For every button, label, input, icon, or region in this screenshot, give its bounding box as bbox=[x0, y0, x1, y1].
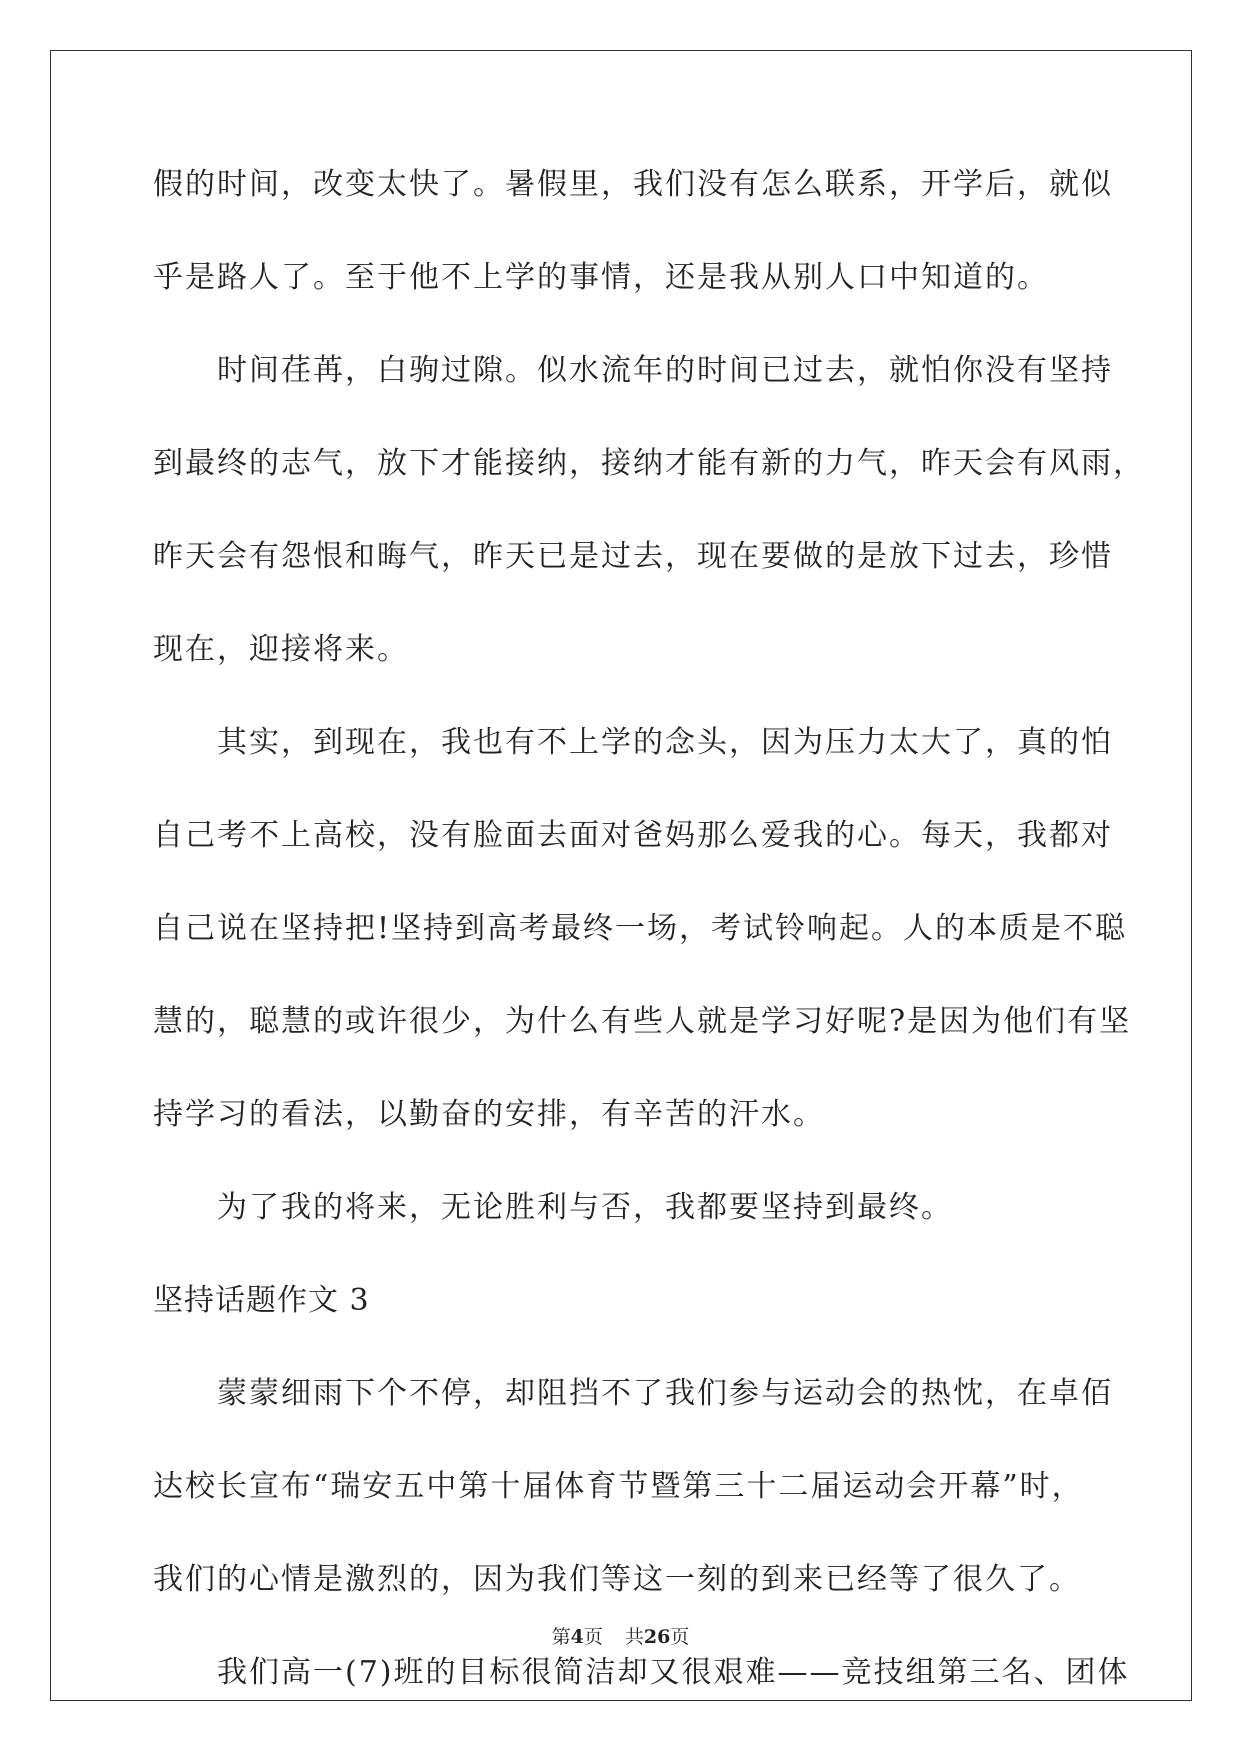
text-line: 到最终的志气，放下才能接纳，接纳才能有新的力气，昨天会有风雨， bbox=[153, 446, 1145, 481]
total-prefix: 共 bbox=[624, 1626, 644, 1648]
text-line: 昨天会有怨恨和晦气，昨天已是过去，现在要做的是放下过去，珍惜 bbox=[153, 539, 1113, 574]
paragraph-start: 蒙蒙细雨下个不停，却阻挡不了我们参与运动会的热忱，在卓佰 bbox=[217, 1376, 1113, 1411]
page-number: 4 bbox=[570, 1626, 584, 1648]
page-suffix: 页 bbox=[583, 1626, 603, 1648]
paragraph-start: 为了我的将来，无论胜利与否，我都要坚持到最终。 bbox=[217, 1190, 953, 1225]
page-footer bbox=[0, 1622, 1241, 1649]
text-line: 自己说在坚持把!坚持到高考最终一场，考试铃响起。人的本质是不聪 bbox=[153, 911, 1128, 946]
text-line: 自己考不上高校，没有脸面去面对爸妈那么爱我的心。每天，我都对 bbox=[153, 818, 1113, 853]
total-suffix: 页 bbox=[670, 1626, 690, 1648]
paragraph-start: 时间荏苒，白驹过隙。似水流年的时间已过去，就怕你没有坚持 bbox=[217, 353, 1113, 388]
paragraph-start: 其实，到现在，我也有不上学的念头，因为压力太大了，真的怕 bbox=[217, 725, 1113, 760]
total-pages: 26 bbox=[643, 1626, 671, 1648]
text-line: 慧的，聪慧的或许很少，为什么有些人就是学习好呢?是因为他们有坚 bbox=[153, 1004, 1132, 1039]
page-prefix: 第 bbox=[551, 1626, 571, 1648]
text-line: 现在，迎接将来。 bbox=[153, 632, 409, 667]
paragraph-start: 我们高一(7)班的目标很简洁却又很艰难——竞技组第三名、团体 bbox=[217, 1655, 1130, 1690]
section-heading: 坚持话题作文 3 bbox=[153, 1283, 370, 1318]
text-line: 假的时间，改变太快了。暑假里，我们没有怎么联系，开学后，就似 bbox=[153, 167, 1113, 202]
text-line: 持学习的看法，以勤奋的安排，有辛苦的汗水。 bbox=[153, 1097, 825, 1132]
text-line: 我们的心情是激烈的，因为我们等这一刻的到来已经等了很久了。 bbox=[153, 1562, 1081, 1597]
text-line: 乎是路人了。至于他不上学的事情，还是我从别人口中知道的。 bbox=[153, 260, 1049, 295]
document-body bbox=[153, 160, 1145, 1741]
text-line: 达校长宣布“瑞安五中第十届体育节暨第三十二届运动会开幕”时， bbox=[153, 1469, 1084, 1504]
